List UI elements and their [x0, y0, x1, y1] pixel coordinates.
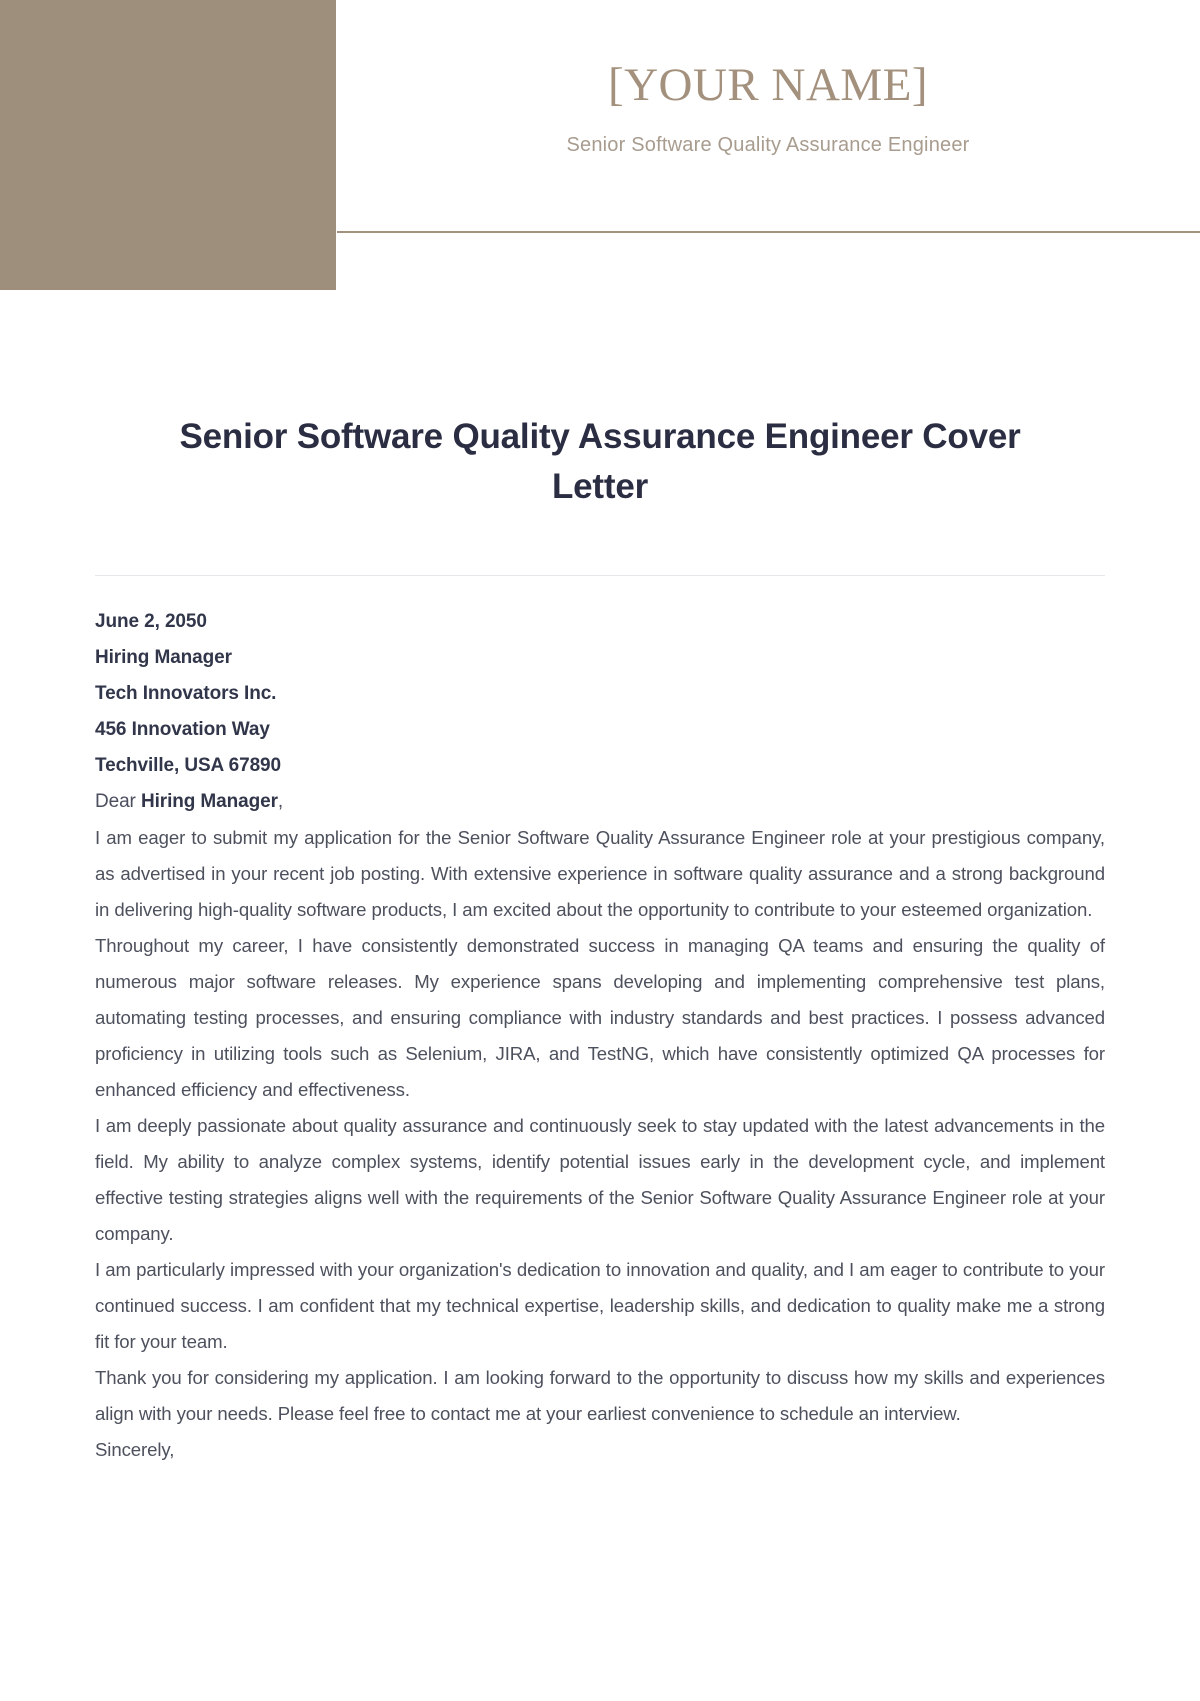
- recipient-company: Tech Innovators Inc.: [95, 683, 277, 704]
- letter-paragraph: I am deeply passionate about quality assurance and continuously seek to stay updated with the latest advancements in the field. My ability to analyze complex systems, identify potential issues early in the development cycle, and implement effective testing strategies aligns well with the requirements of the Senior Software Quality Assurance Engineer role at your company.: [95, 1115, 1105, 1244]
- accent-color-block: [0, 0, 336, 290]
- page-title: Senior Software Quality Assurance Engineer Cover Letter: [179, 417, 1021, 506]
- letterhead-header: [0, 0, 1200, 290]
- letter-paragraph: Thank you for considering my application. I am looking forward to the opportunity to discuss how my skills and experiences align with your needs. Please feel free to contact me at your earliest convenience to schedule an interview.: [95, 1367, 1105, 1424]
- salutation-suffix: ,: [277, 791, 284, 812]
- recipient-name: Hiring Manager: [95, 647, 232, 668]
- recipient-street: 456 Innovation Way: [95, 719, 270, 740]
- letter-body: [95, 576, 1105, 1468]
- header-divider-rule: [337, 231, 1200, 233]
- recipient-city-state-zip: Techville, USA 67890: [95, 755, 281, 776]
- salutation: [95, 784, 1105, 820]
- letterhead-identity: [336, 0, 1200, 157]
- salutation-name: Hiring Manager: [140, 791, 278, 812]
- applicant-name: [YOUR NAME]: [607, 59, 929, 111]
- salutation-prefix: Dear: [95, 791, 141, 812]
- letter-paragraph: Throughout my career, I have consistently demonstrated success in managing QA teams and ensuring the quality of numerous major software releases. My experience spans developing and implementing comprehensive test plans, automating testing processes, and ensuring compliance with industry standards and best practices. I possess advanced proficiency in utilizing tools such as Selenium, JIRA, and TestNG, which have consistently optimized QA processes for enhanced efficiency and effectiveness.: [95, 935, 1105, 1100]
- letter-closing: Sincerely,: [95, 1439, 175, 1460]
- applicant-role: Senior Software Quality Assurance Engineer: [566, 134, 970, 157]
- letter-paragraph: I am eager to submit my application for the Senior Software Quality Assurance Engineer role at your prestigious company, as advertised in your recent job posting. With extensive experience in software quality assurance and a strong background in delivering high-quality software products, I am excited about the opportunity to contribute to your esteemed organization.: [95, 827, 1105, 920]
- letter-paragraph: I am particularly impressed with your organization's dedication to innovation and quality, and I am eager to contribute to your continued success. I am confident that my technical expertise, leadership skills, and dedication to quality make me a strong fit for your team.: [95, 1259, 1105, 1352]
- letter-date: June 2, 2050: [95, 611, 207, 632]
